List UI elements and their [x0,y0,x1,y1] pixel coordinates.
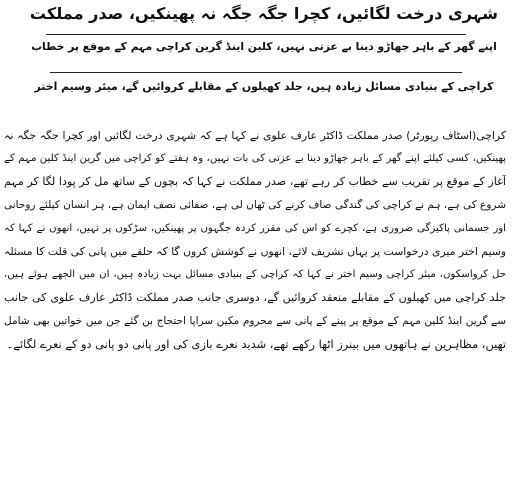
headline-tertiary: کراچی کے بنیادی مسائل زیادہ ہیں، جلد کھیلوں کے مقابلے کروائیں گے، میئر وسیم اختر [34,80,494,93]
headline-main: شہری درخت لگائیں، کچرا جگہ جگہ نہ پھینکیں، صدر مملکت [29,4,498,23]
body-line: شروع کی ہے، ہم نے کراچی کی گندگی صاف کرنے کی ٹھان لی ہے، صفائی نصف ایمان ہے، ہر انسان کیلئے روحانی [4,198,506,211]
body-line: آغاز کے موقع پر تقریب سے خطاب کر رہے تھے، صدر مملکت نے کہا کہ بچوں کے ساتھ مل کر پودا لگا کر مہم [4,175,506,189]
headline-divider [50,72,462,73]
article-body [4,124,506,356]
body-line: تھیں، مظاہرین نے ہاتھوں میں بینرز اٹھا رکھے تھے، شدید نعرے بازی کی اور پانی دو پانی دو کے نعرے لگائے۔ [6,336,506,351]
body-line: جلد کراچی میں کھیلوں کے مقابلے منعقد کروائیں گے، دوسری جانب صدر مملکت ڈاکٹر عارف علوی کی جانب [4,291,506,305]
body-line: سے گرین اینڈ کلین مہم کے موقع پر پینے کے پانی سے محروم مکین سراپا احتجاج بن گئے جن میں خواتین بھی شامل [4,314,506,327]
body-line: اور جسمانی پاکیزگی ضروری ہے، کچرے کو اس کی مقرر کردہ جگہوں پر پھینکیں، سڑکوں پر نہیں، انھوں نے کہا کہ [4,222,506,234]
body-line: حل کرواسکوں، میئر کراچی وسیم اختر نے کہا کہ کراچی کے بنیادی مسائل بہت زیادہ ہیں، ان میں الجھے ہوئے ہیں، [4,269,506,281]
body-line: وسیم اختر میری درخواست پر یہاں تشریف لائے، انھوں نے کوشش کروں گا کہ حلقے میں پانی کی قلت کا مسئلہ [4,244,506,258]
body-line: کراچی(اسٹاف رپورٹر) صدر مملکت ڈاکٹر عارف علوی نے کہا ہے کہ شہری درخت لگائیں اور کچرا جگہ جگہ نہ [4,129,506,142]
body-line: پھینکیں، کسی کیلئے اپنے گھر کے باہر جھاڑو دینا بے عزتی کی بات نہیں، وہ ہفتے کو کراچی میں گرین اینڈ کلین مہم کے [4,153,506,165]
headline-divider [46,34,466,35]
headline-secondary: اپنے گھر کے باہر جھاڑو دینا بے عزتی نہیں، کلین اینڈ گرین کراچی مہم کے موقع پر خطاب [31,40,497,53]
